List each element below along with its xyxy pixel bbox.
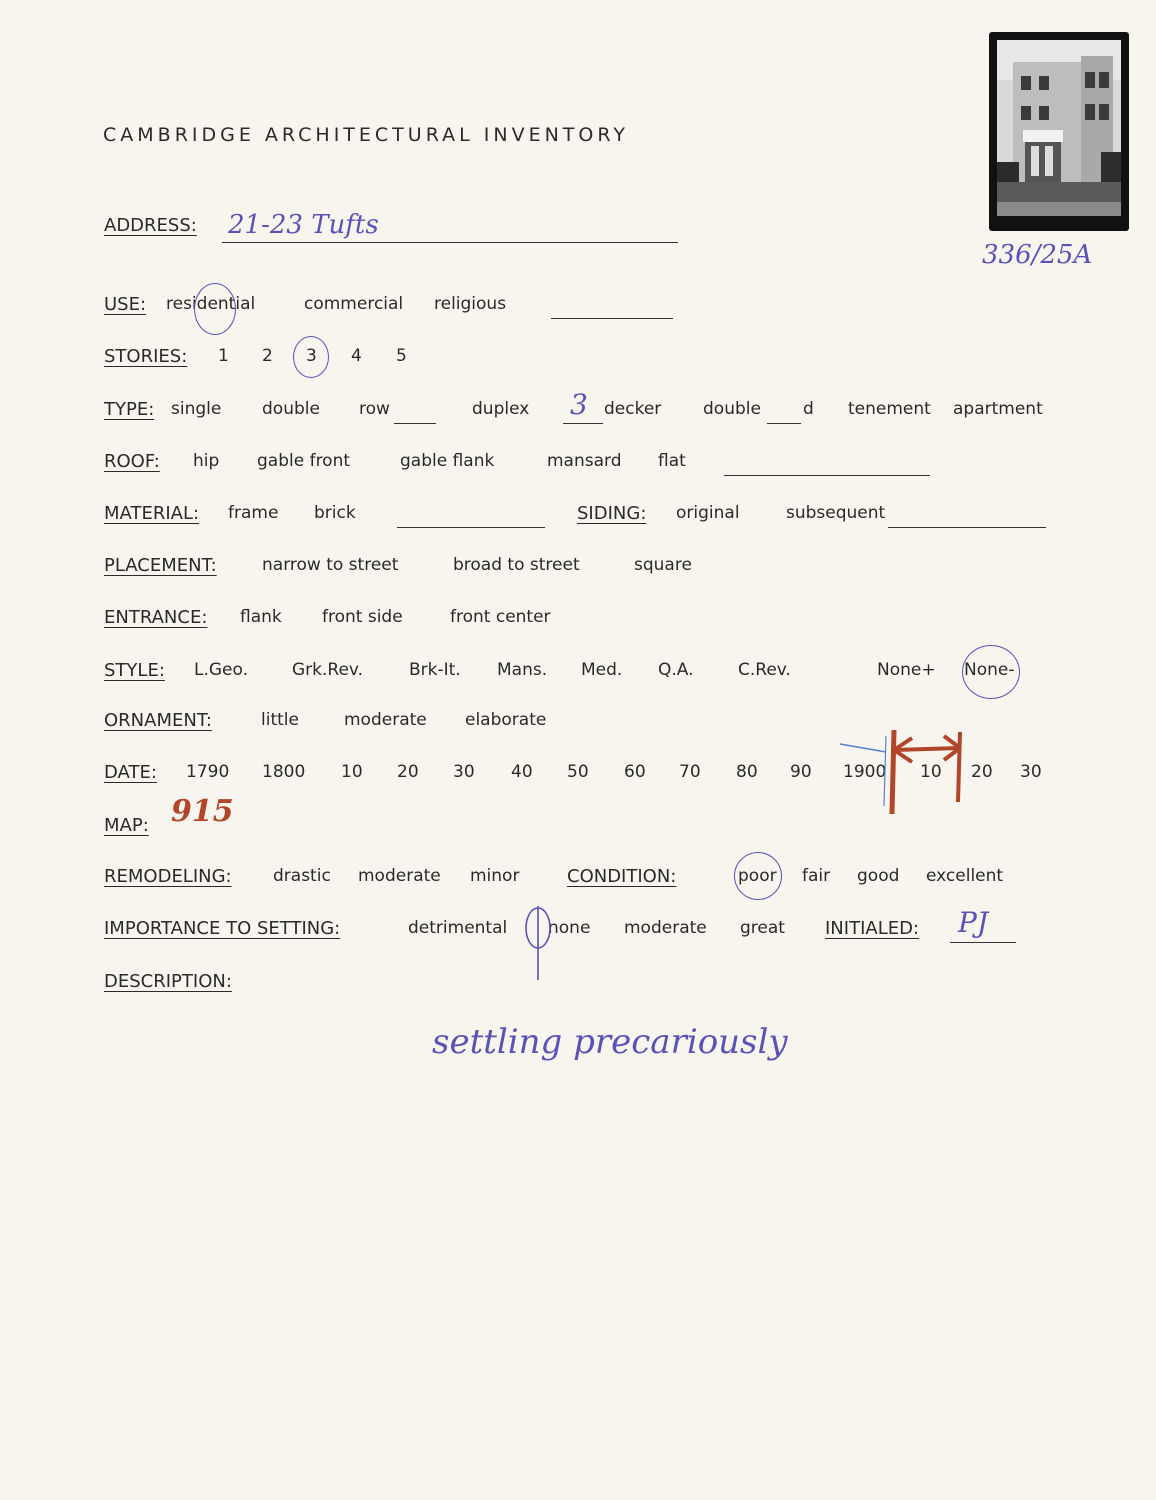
date-1820[interactable]: 20 [397, 762, 419, 782]
date-range-arrow-marking [836, 722, 976, 822]
type-decker-line [563, 423, 603, 424]
type-label: TYPE: [104, 399, 155, 420]
date-1890[interactable]: 90 [790, 762, 812, 782]
condition-fair[interactable]: fair [802, 866, 831, 886]
condition-good[interactable]: good [857, 866, 900, 886]
style-none-minus[interactable]: None- [964, 660, 1015, 680]
importance-moderate[interactable]: moderate [624, 918, 707, 938]
building-photo [989, 32, 1129, 231]
address-line [222, 242, 678, 243]
style-lgeo[interactable]: L.Geo. [194, 660, 249, 680]
description-value[interactable]: settling precariously [432, 1022, 788, 1062]
use-label: USE: [104, 294, 147, 315]
date-1930[interactable]: 30 [1020, 762, 1042, 782]
stories-4[interactable]: 4 [351, 346, 362, 366]
style-med[interactable]: Med. [581, 660, 623, 680]
importance-detrimental[interactable]: detrimental [408, 918, 508, 938]
type-single[interactable]: single [171, 399, 222, 419]
date-1790[interactable]: 1790 [186, 762, 230, 782]
importance-none[interactable]: none [548, 918, 591, 938]
type-row[interactable]: row [359, 399, 390, 419]
remodeling-moderate[interactable]: moderate [358, 866, 441, 886]
remodeling-label: REMODELING: [104, 866, 232, 887]
stories-3[interactable]: 3 [306, 346, 317, 366]
placement-broad[interactable]: broad to street [453, 555, 580, 575]
placement-narrow[interactable]: narrow to street [262, 555, 399, 575]
placement-label: PLACEMENT: [104, 555, 217, 576]
ornament-little[interactable]: little [261, 710, 299, 730]
decker-value[interactable]: 3 [570, 388, 588, 421]
importance-label: IMPORTANCE TO SETTING: [104, 918, 341, 939]
importance-selection-mark [520, 898, 556, 984]
ornament-label: ORNAMENT: [104, 710, 212, 731]
type-double-d-line [767, 423, 801, 424]
use-other-line [551, 318, 673, 319]
type-double[interactable]: double [262, 399, 320, 419]
roof-gable-flank[interactable]: gable flank [400, 451, 495, 471]
building-photo-illustration [989, 32, 1129, 231]
date-1850[interactable]: 50 [567, 762, 589, 782]
roof-flat[interactable]: flat [658, 451, 686, 471]
material-frame[interactable]: frame [228, 503, 279, 523]
type-decker[interactable]: decker [604, 399, 662, 419]
style-crev[interactable]: C.Rev. [738, 660, 791, 680]
stories-label: STORIES: [104, 346, 188, 367]
map-value[interactable]: 915 [171, 794, 234, 829]
date-1870[interactable]: 70 [679, 762, 701, 782]
date-1840[interactable]: 40 [511, 762, 533, 782]
ornament-elaborate[interactable]: elaborate [465, 710, 547, 730]
style-brkit[interactable]: Brk-It. [409, 660, 461, 680]
condition-excellent[interactable]: excellent [926, 866, 1004, 886]
siding-other-line [888, 527, 1046, 528]
date-label: DATE: [104, 762, 157, 783]
type-double-d[interactable]: double [703, 399, 761, 419]
entrance-label: ENTRANCE: [104, 607, 208, 628]
style-mans[interactable]: Mans. [497, 660, 548, 680]
type-apartment[interactable]: apartment [953, 399, 1043, 419]
placement-square[interactable]: square [634, 555, 692, 575]
initialed-label: INITIALED: [825, 918, 920, 939]
material-label: MATERIAL: [104, 503, 200, 524]
importance-great[interactable]: great [740, 918, 785, 938]
date-1800[interactable]: 1800 [262, 762, 306, 782]
type-tenement[interactable]: tenement [848, 399, 931, 419]
date-1830[interactable]: 30 [453, 762, 475, 782]
date-1910[interactable]: 10 [920, 762, 942, 782]
roof-gable-front[interactable]: gable front [257, 451, 351, 471]
stories-5[interactable]: 5 [396, 346, 407, 366]
type-duplex[interactable]: duplex [472, 399, 530, 419]
form-title: CAMBRIDGE ARCHITECTURAL INVENTORY [103, 124, 629, 146]
style-none-plus[interactable]: None+ [877, 660, 936, 680]
stories-2[interactable]: 2 [262, 346, 273, 366]
material-brick[interactable]: brick [314, 503, 356, 523]
date-1900[interactable]: 1900 [843, 762, 887, 782]
material-other-line [397, 527, 545, 528]
selection-circle [734, 852, 782, 900]
map-label: MAP: [104, 815, 149, 836]
roof-mansard[interactable]: mansard [547, 451, 622, 471]
date-1810[interactable]: 10 [341, 762, 363, 782]
entrance-front-side[interactable]: front side [322, 607, 403, 627]
siding-label: SIDING: [577, 503, 647, 524]
condition-label: CONDITION: [567, 866, 677, 887]
initialed-line [950, 942, 1016, 943]
address-label: ADDRESS: [104, 215, 197, 236]
stories-1[interactable]: 1 [218, 346, 229, 366]
roof-hip[interactable]: hip [193, 451, 220, 471]
entrance-front-center[interactable]: front center [450, 607, 551, 627]
date-1860[interactable]: 60 [624, 762, 646, 782]
roof-label: ROOF: [104, 451, 160, 472]
initialed-value[interactable]: PJ [958, 906, 989, 939]
use-residential[interactable]: residential [166, 294, 256, 314]
roof-other-line [724, 475, 930, 476]
ornament-moderate[interactable]: moderate [344, 710, 427, 730]
remodeling-minor[interactable]: minor [470, 866, 520, 886]
style-grkrev[interactable]: Grk.Rev. [292, 660, 364, 680]
date-1920[interactable]: 20 [971, 762, 993, 782]
siding-subsequent[interactable]: subsequent [786, 503, 886, 523]
style-qa[interactable]: Q.A. [658, 660, 694, 680]
selection-circle [194, 283, 236, 335]
address-value[interactable]: 21-23 Tufts [228, 210, 379, 240]
use-commercial[interactable]: commercial [304, 294, 404, 314]
photo-reference: 336/25A [982, 240, 1093, 270]
date-1880[interactable]: 80 [736, 762, 758, 782]
use-religious[interactable]: religious [434, 294, 507, 314]
remodeling-drastic[interactable]: drastic [273, 866, 331, 886]
selection-circle [962, 645, 1020, 699]
siding-original[interactable]: original [676, 503, 740, 523]
selection-circle [293, 336, 329, 378]
style-label: STYLE: [104, 660, 165, 681]
type-d-suffix: d [803, 399, 814, 419]
description-label: DESCRIPTION: [104, 971, 232, 992]
entrance-flank[interactable]: flank [240, 607, 282, 627]
condition-poor[interactable]: poor [738, 866, 777, 886]
type-row-line [394, 423, 436, 424]
